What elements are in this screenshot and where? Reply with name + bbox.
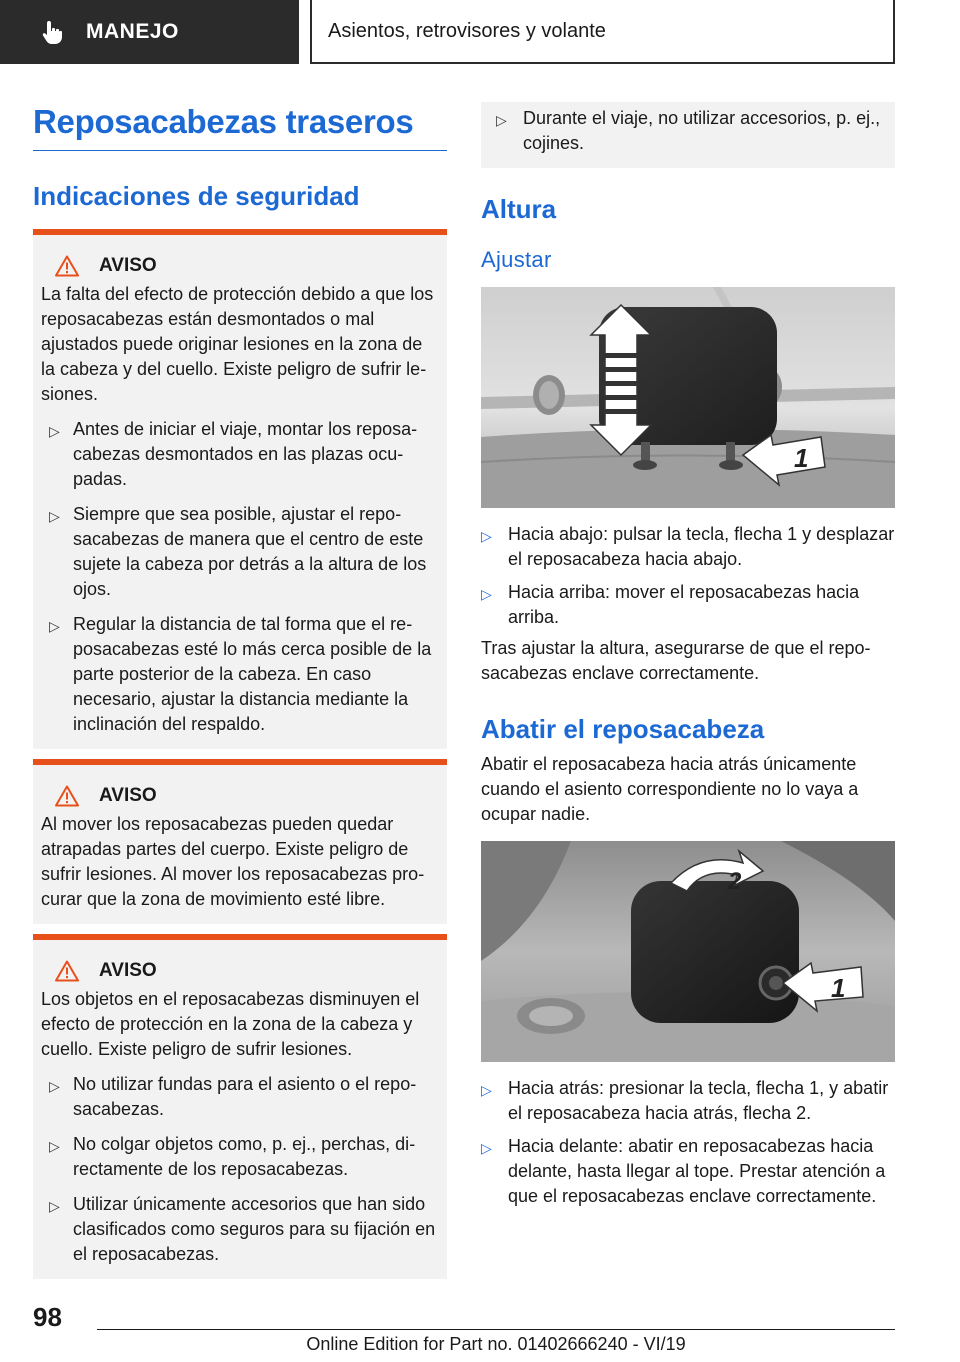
list-item: ▷ No colgar objetos como, p. ej., perchas, directamente de los reposacabezas. xyxy=(41,1132,439,1182)
warning-header xyxy=(41,958,439,983)
bullet-triangle-icon: ▷ xyxy=(481,1082,492,1098)
list-item: ▷ Regular la distancia de tal forma que el reposacabezas esté lo más cerca posible de la parte posterior de la cabeza. En caso necesario, ajustar la distancia mediante la inclinación del respaldo. xyxy=(41,612,439,737)
warning-box-1 xyxy=(33,229,447,749)
list-item: ▷ Utilizar únicamente accesorios que han sido clasificados como seguros para su fijación en el reposacabezas. xyxy=(41,1192,439,1267)
chapter-label: Asientos, retrovisores y volante xyxy=(328,19,606,42)
page-title: Reposacabezas traseros xyxy=(33,100,447,151)
callout-number: 2 xyxy=(728,868,742,895)
warning-box-2 xyxy=(33,759,447,924)
hand-icon xyxy=(40,19,66,45)
list-item: ▷ No utilizar fundas para el asiento o el reposacabezas. xyxy=(41,1072,439,1122)
bullet-triangle-icon: ▷ xyxy=(49,423,60,439)
left-column xyxy=(33,100,447,1279)
callout-number: 1 xyxy=(794,443,809,473)
list-item: ▷ Hacia atrás: presionar la tecla, flecha 1, y abatir el reposacabeza hacia atrás, flecha 2. xyxy=(481,1076,895,1126)
heading-ajustar: Ajustar xyxy=(481,247,552,272)
bullet-triangle-icon: ▷ xyxy=(49,1138,60,1154)
page-number: 98 xyxy=(33,1302,62,1332)
bullet-triangle-icon: ▷ xyxy=(481,528,492,544)
bullet-triangle-icon: ▷ xyxy=(481,1140,492,1156)
bullet-triangle-icon: ▷ xyxy=(49,508,60,524)
warning-text: La falta del efecto de protección debido a que los reposacabezas están desmontados o mal ajustados puede originar lesiones en la zona de la cabeza y del cuello. Existe peligro de sufrir lesiones. xyxy=(41,284,434,404)
warning-box-3 xyxy=(33,934,447,1279)
bullet-triangle-icon: ▷ xyxy=(496,112,507,128)
warning-header xyxy=(41,783,439,808)
abatir-text: Abatir el reposacabeza hacia atrás únicamente cuando el asiento correspondiente no lo vaya a ocupar nadie. xyxy=(481,754,859,824)
headrest-height-illustration xyxy=(481,287,895,508)
chapter-header xyxy=(310,0,895,64)
callout-number: 1 xyxy=(831,973,846,1003)
heading-altura: Altura xyxy=(481,194,557,224)
list-item: ▷ Hacia delante: abatir en reposacabezas hacia delante, hasta llegar al tope. Prestar atención a que el reposacabezas enclave correctamente. xyxy=(481,1134,895,1209)
warning-triangle-icon xyxy=(55,255,79,277)
headrest-fold-illustration xyxy=(481,841,895,1062)
section-subtitle: Indicaciones de seguridad xyxy=(33,181,360,211)
ajustar-note: Tras ajustar la altura, asegurarse de que el reposacabezas enclave correctamente. xyxy=(481,638,871,683)
section-label: MANEJO xyxy=(86,20,179,43)
list-item: ▷ Hacia abajo: pulsar la tecla, flecha 1 y desplazar el reposacabeza hacia abajo. xyxy=(481,522,895,572)
warning-word: AVISO xyxy=(99,255,157,276)
warning-word: AVISO xyxy=(99,785,157,806)
warning-triangle-icon xyxy=(55,785,79,807)
bullet-triangle-icon: ▷ xyxy=(481,586,492,602)
warning-text: Al mover los reposacabezas pueden quedar atrapadas partes del cuerpo. Existe peligro de sufrir lesiones. Al mover los reposacabezas procurar que la zona de movimiento esté libre. xyxy=(41,814,425,909)
list-item: ▷ Durante el viaje, no utilizar accesorios, p. ej., cojines. xyxy=(496,106,885,156)
bullet-triangle-icon: ▷ xyxy=(49,1198,60,1214)
list-item: ▷ Siempre que sea posible, ajustar el reposacabezas de manera que el centro de este sujete la cabeza por detrás a la altura de los ojos. xyxy=(41,502,439,602)
footer-divider xyxy=(97,1329,895,1330)
edition-text: Online Edition for Part no. 01402666240 - VI/19 xyxy=(306,1334,686,1354)
warning-text: Los objetos en el reposacabezas disminuyen el efecto de protección en la zona de la cabeza y cuello. Existe peligro de sufrir lesiones. xyxy=(41,989,420,1059)
warning-triangle-icon xyxy=(55,960,79,982)
section-tab xyxy=(0,0,299,64)
continued-warning-box xyxy=(481,102,895,168)
bullet-triangle-icon: ▷ xyxy=(49,618,60,634)
list-item: ▷ Antes de iniciar el viaje, montar los reposacabezas desmontados en las plazas ocupadas. xyxy=(41,417,439,492)
right-column xyxy=(481,102,895,1209)
headrest-fold-drawing xyxy=(481,841,895,1062)
warning-header xyxy=(41,253,439,278)
list-item: ▷ Hacia arriba: mover el reposacabezas hacia arriba. xyxy=(481,580,895,630)
bullet-triangle-icon: ▷ xyxy=(49,1078,60,1094)
warning-word: AVISO xyxy=(99,960,157,981)
heading-abatir: Abatir el reposacabeza xyxy=(481,714,765,744)
headrest-height-drawing xyxy=(481,287,895,508)
